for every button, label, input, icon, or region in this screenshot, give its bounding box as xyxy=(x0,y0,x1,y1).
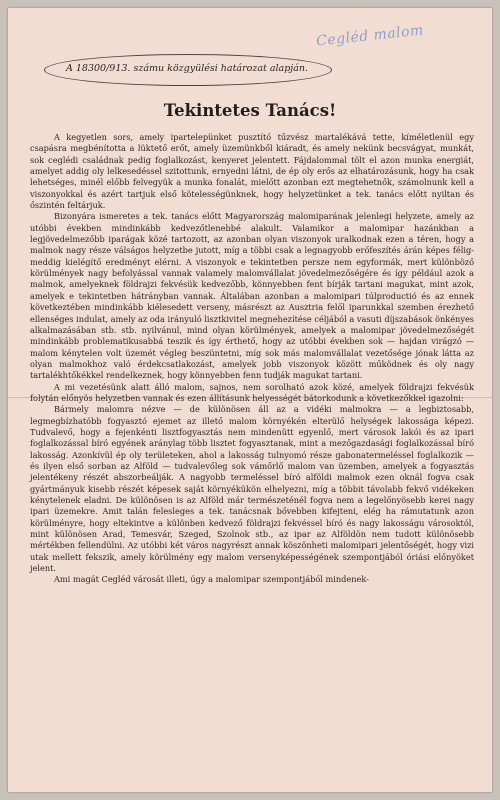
letter-body xyxy=(30,132,474,586)
letter-salutation-title: Tekintetes Tanács! xyxy=(163,101,337,120)
paragraph: A mi vezetésünk alatt álló malom, sajnos, nem sorolható azok közé, amelyek földrajzi fekvésük folytán előnyös helyzetben vannak és ezen állításunk helyességét bátorkodunk a következőkkel igazolni: xyxy=(30,381,474,403)
paragraph: A kegyetlen sors, amely ipartelepünket pusztító tűzvész martalékává tette, kíméletlenül egy csapásra megbénította a lüktető erőt, amely üzemünkből kiáradt, és amely nekünk becsvágyat, munkát, sok ceglédi családnak pedig foglalkozást, kenyeret jelentett. Fájdalommal tölt el azon munka energiát, amelyet addig oly lelkesedéssel szitottunk, ernyedni látni, de ép oly erős az elhatározásunk, hogy ha csak lehetséges, minél előbb felvegyük a munka fonalát, mielőtt azonban ezt megtehetnők, számolnunk kell a viszonyokkal és azért tartjuk első kötelességünknek, hogy helyzetünket a tek. tanács előtt nyiltan és őszintén feltárjuk. xyxy=(30,132,474,211)
paragraph: Bármely malomra nézve — de különösen áll az a vidéki malmokra — a legbiztosabb, legmegbízhatóbb fogyasztó ejemet az illető malom környékén elterülő helységek lakossága képezi. Tudvalevő, hogy a fejenkénti lisztfogyasztás nem mindenütt egyenlő, mert városok lakói és az ipari foglalkozással bíró egyének aránylag több lisztet fogyasztanak, mint a mezőgazdasági foglalkozással bíró lakosság. Azonkívül ép oly területeken, ahol a lakosság tulnyomó része gabonatermeléssel foglalkozik — és ilyen első sorban az Alföld — tudvalevőleg sok vámőrlő malom van üzemben, amelyek a fogyasztás jelentékeny részét abszorbeálják. A nagyobb termeléssel bíró alföldi malmok ezen oknál fogva csak gyártmányuk kisebb részét képesek saját környékükön elhelyezni, míg a többit távolabb fekvő vidékeken kénytelenek eladni. De különösen is az Alföld már természeténél fogva nem a legelőnyösebb kerei nagy ipari üzemekre. Amit talán felesleges a tek. tanácsnak bővebben kifejteni, elég ha rámutatunk azon körülményre, hogy eltekintve a különben kedvező földrajzi fekvéssel bíró és nagy lakosságu városoktól, mint különösen Arad, Temesvár, Szeged, Szolnok stb., az ipar az Alföldön nem tudott különösebb mértékben fellendülni. Az utóbbi két város nagyrészt annak köszönheti malomipari jelentőségét, hogy vizi utak mellett fekszik, amely körülmény egy malom versenyképességének szempontjából óriási előnyöket jelent. xyxy=(30,404,474,574)
paragraph: Ami magát Cegléd városát illeti, úgy a malomipar szempontjából mindenek- xyxy=(54,574,369,585)
paragraph: Bizonyára ismeretes a tek. tanács előtt Magyarország malomiparának jelenlegi helyzete, amely az utóbbi években mindinkább kedvezőtlenebbé alakult. Valamikor a malomipar hazánkban a legjövedelmezőbb iparágak közé tartozott, az azonban olyan viszonyok uralkodnak ezen a téren, hogy a malmok nagy része válságos helyzetbe jutott, míg a többi csak a legnagyobb erőfeszítés árán képes félig-meddig kielégítő eredményt elérni. A viszonyok e tekintetben persze nem egyformák, mert különböző körülmények nagy befolyással vannak valamely malomvállalat jövedelmezőségére és így például azok a malmok, amelyeknek földrajzi fekvésük kedvezőbb, könnyebben fent bírják tartani magukat, mint azok, amelyek e tekintetben hátrányban vannak. Általában azonban a malomipari túlproductió és az ennek következtében mindinkább kiélesedett verseny, másrészt az Ausztria felől iparunkkal szemben érezhető ellenséges indulat, amely az oda irányuló lisztkivitel megnehezítése céljából a vasuti díjszabások önkényes alkalmazásában stb. stb. nyilvánul, mind olyan körülmények, amelyek a malomipar jövedelmezőségét mindinkább problematikusabbá teszik és így érthető, hogy az utóbbi években sok — hajdan virágzó — malom kénytelen volt üzemét végleg beszüntetni, míg sok más malomvállalat vezetősége jónak látta az olyan malmokhoz való érdekcsatlakozást, amelyek jobb viszonyok között működnek és oly nagy tartalékhtőkékkel rendelkeznek, hogy könnyebben fenn tudják magukat tartani. xyxy=(30,211,474,381)
document-page xyxy=(8,8,492,792)
resolution-note: A 18300/913. számu közgyülési határozat alapján. xyxy=(66,63,309,74)
handwritten-note: Cegléd malom xyxy=(315,22,425,50)
